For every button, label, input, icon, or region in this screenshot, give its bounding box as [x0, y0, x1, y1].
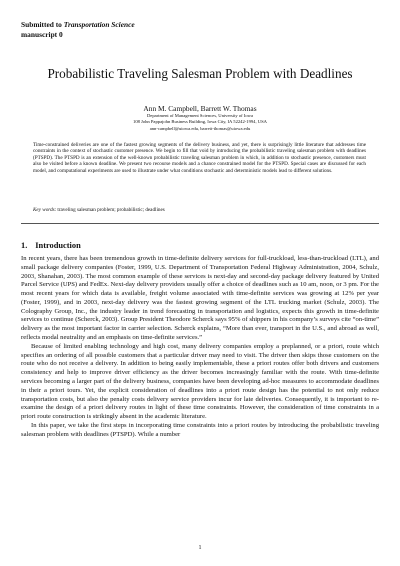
- section-title: Introduction: [35, 241, 81, 250]
- submission-prefix: Submitted to: [21, 20, 62, 29]
- affiliation-department: Department of Management Sciences, University of Iowa: [146, 113, 253, 118]
- submission-line: [21, 20, 135, 30]
- manuscript-number: manuscript 0: [21, 29, 63, 39]
- keywords: Key words: traveling salesman problem; probabilistic; deadlines: [33, 207, 165, 213]
- submission-header: [21, 20, 135, 39]
- paragraph-3: In this paper, we take the first steps in incorporating time constraints into a priori routes by introducing the probabilistic traveling salesman problem with deadlines (PTSPD). While a number: [21, 421, 379, 438]
- paper-title: Probabilistic Traveling Salesman Problem with Deadlines: [47, 66, 353, 81]
- section-number: 1.: [21, 241, 28, 250]
- section-divider: [21, 223, 379, 224]
- paragraph-2: Because of limited enabling technology and high cost, many delivery companies employ a preplanned, or a priori, route which specifies an ordering of all possible customers that a particular driver may need to visit. The driver then skips those customers on the route who do not receive a delivery. In addition to being easily implementable, these a priori routes offer both drivers and customers consistency and help to improve driver efficiency as the driver becomes increasingly familiar with the route. With time-definite services becoming a larger part of the delivery business, companies have been developing ad-hoc measures to accommodate deadlines in their a priori tours. Yet, the explicit consideration of deadlines into a priori route design has the potential to not only reduce transportation costs, but also the penalty costs delivery service providers incur for late deliveries. Consequently, it is important to re-examine the design of a priori delivery routes in light of these time constraints. However, the consideration of time constraints in a priori route construction is strikingly absent in the academic literature.: [21, 342, 379, 421]
- author-emails: ann-campbell@uiowa.edu, barrett-thomas@uiowa.edu: [149, 125, 251, 131]
- keywords-label: Key words: [33, 207, 55, 213]
- journal-name: Transportation Science: [63, 20, 135, 29]
- affiliation-address: 108 John Pappajohn Business Building, Iowa City, IA 52242-1994, USA: [133, 119, 267, 125]
- section-heading: [21, 241, 81, 250]
- affiliation-block: [40, 113, 360, 132]
- keywords-text: traveling salesman problem; probabilistic; deadlines: [57, 207, 165, 213]
- author-list: Ann M. Campbell, Barrett W. Thomas: [143, 104, 257, 113]
- abstract: Time-constrained deliveries are one of the fastest growing segments of the delivery business, and yet, there is surprisingly little literature that addresses time constraints in the context of stochastic customer presence. We begin to fill that void by introducing the probabilistic traveling salesman problem with deadlines (PTSPD). The PTSPD is an extension of the well-known probabilistic traveling salesman problem in which, in addition to stochastic presence, customers must also be visited before a known deadline. We present two recourse models and a chance constrained model for the PTSPD. Special cases are discussed for each model, and computational experiments are used to illustrate under what conditions stochastic and deterministic models lead to different solutions.: [33, 142, 366, 174]
- paragraph-1: In recent years, there has been tremendous growth in time-definite delivery services for full-truckload, less-than-truckload (LTL), and small package delivery companies (Foster, 1999, U.S. Department of Transportation Federal Highway Administration, 2004, Schulz, 2003, Shanahan, 2003). The most common example of these services is next-day and second-day package delivery featured by United Parcel Service (UPS) and FedEx. Next-day delivery providers usually offer a choice of deadlines such as 10 am, noon, or 3 pm. For the most recent years for which data is available, freight volume associated with time-definite services was growing at 12% per year (Foster, 1999), and in 2003, next-day delivery was the fastest growing segment of the LTL trucking market (Schulz, 2003). The Colography Group, Inc., the industry leader in trend forecasting in transportation and logistics, expects this growth in time-definite services to continue (Scherck, 2003). Group President Theodore Scherck says 95% of shippers in his company’s surveys cite “on-time” delivery as the most important factor in carrier selection. Scherck explains, “More than ever, transport in the U.S., and abroad as well, reflects modal neutrality and an emphasis on time-definite services.”: [21, 255, 379, 342]
- body-text: [21, 255, 379, 439]
- page-number: 1: [198, 545, 202, 551]
